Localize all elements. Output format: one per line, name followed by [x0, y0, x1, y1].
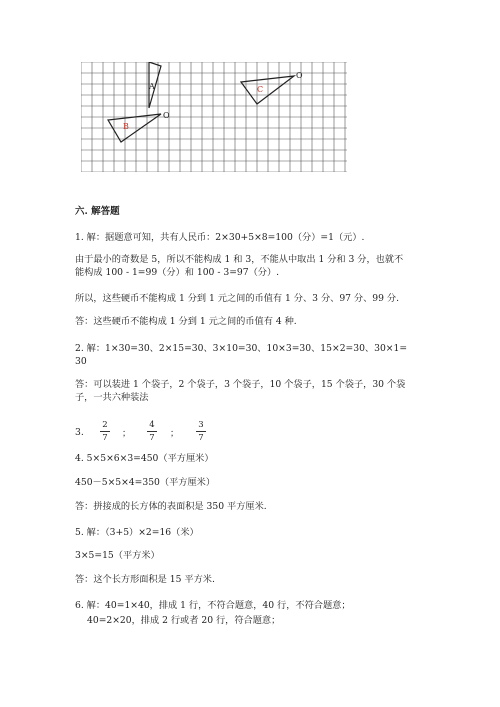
q4-line-1: 4. 5×5×6×3=450（平方厘米） [75, 453, 214, 464]
q1-line-2: 由于最小的奇数是 5，所以不能构成 1 和 3，不能从中取出 1 分和 3 分，也就不 [75, 254, 404, 265]
q2-answer-2: 子，一共六种装法 [75, 392, 149, 403]
label-a: A [149, 82, 155, 91]
q3-fraction-3-numerator: 3 [198, 420, 204, 430]
q3-fraction-1 [99, 420, 111, 443]
q6-line-2: 40=2×20，排成 2 行或者 20 行，符合题意； [87, 615, 281, 626]
q1-answer: 答：这些硬币不能构成 1 分到 1 元之间的币值有 4 种. [75, 316, 297, 327]
q3-fraction-2-denominator: 7 [149, 433, 155, 443]
triangle-c [241, 76, 294, 104]
q1-line-4: 所以，这些硬币不能构成 1 分到 1 元之间的币值有 1 分、3 分、97 分、99 分. [75, 293, 400, 304]
q3-fraction-2 [146, 420, 158, 443]
q2-line-2: 30 [75, 356, 87, 367]
q5-line-2: 3×5=15（平方米） [75, 550, 160, 561]
label-c: C [257, 85, 264, 94]
q6-line-1: 6. 解：40=1×40，排成 1 行，不符合题意，40 行，不符合题意； [75, 600, 351, 611]
q2-line-1: 2. 解：1×30=30、2×15=30、3×10=30、10×3=30、15×2=30、30×1= [75, 343, 408, 354]
grid-svg [81, 62, 347, 172]
q3-fraction-1-numerator: 2 [102, 420, 108, 430]
q3-separator-1: ； [122, 429, 132, 439]
grid-lines [81, 62, 347, 172]
section-title: 六. 解答题 [75, 206, 120, 217]
q3-fraction-2-numerator: 4 [149, 420, 155, 430]
q1-line-1: 1. 解：据题意可知，共有人民币：2×30+5×8=100（分）=1（元）. [75, 232, 365, 243]
q5-answer: 答：这个长方形面积是 15 平方米. [75, 574, 215, 585]
fraction-bar [100, 431, 110, 432]
q3-label: 3. [75, 427, 84, 438]
q4-line-2: 450－5×5×4=350（平方厘米） [75, 477, 216, 488]
q3-separator-2: ； [170, 429, 180, 439]
label-o-2: O [296, 71, 303, 80]
label-o-1: O [163, 111, 170, 120]
q3-fraction-3 [195, 420, 207, 443]
grid-figure [81, 62, 347, 172]
q2-answer-1: 答：可以装进 1 个袋子，2 个袋子，3 个袋子，10 个袋子，15 个袋子，30 个袋 [75, 379, 406, 390]
q1-line-3: 能构成 100 - 1=99（分）和 100 - 3=97（分）. [75, 267, 280, 278]
fraction-bar [147, 431, 157, 432]
q3-fraction-3-denominator: 7 [198, 433, 204, 443]
q5-line-1: 5. 解：（3+5）×2=16（米） [75, 527, 199, 538]
label-b: B [123, 122, 129, 131]
q3-fraction-1-denominator: 7 [102, 433, 108, 443]
q4-answer: 答：拼接成的长方体的表面积是 350 平方厘米. [75, 501, 267, 512]
fraction-bar [196, 431, 206, 432]
